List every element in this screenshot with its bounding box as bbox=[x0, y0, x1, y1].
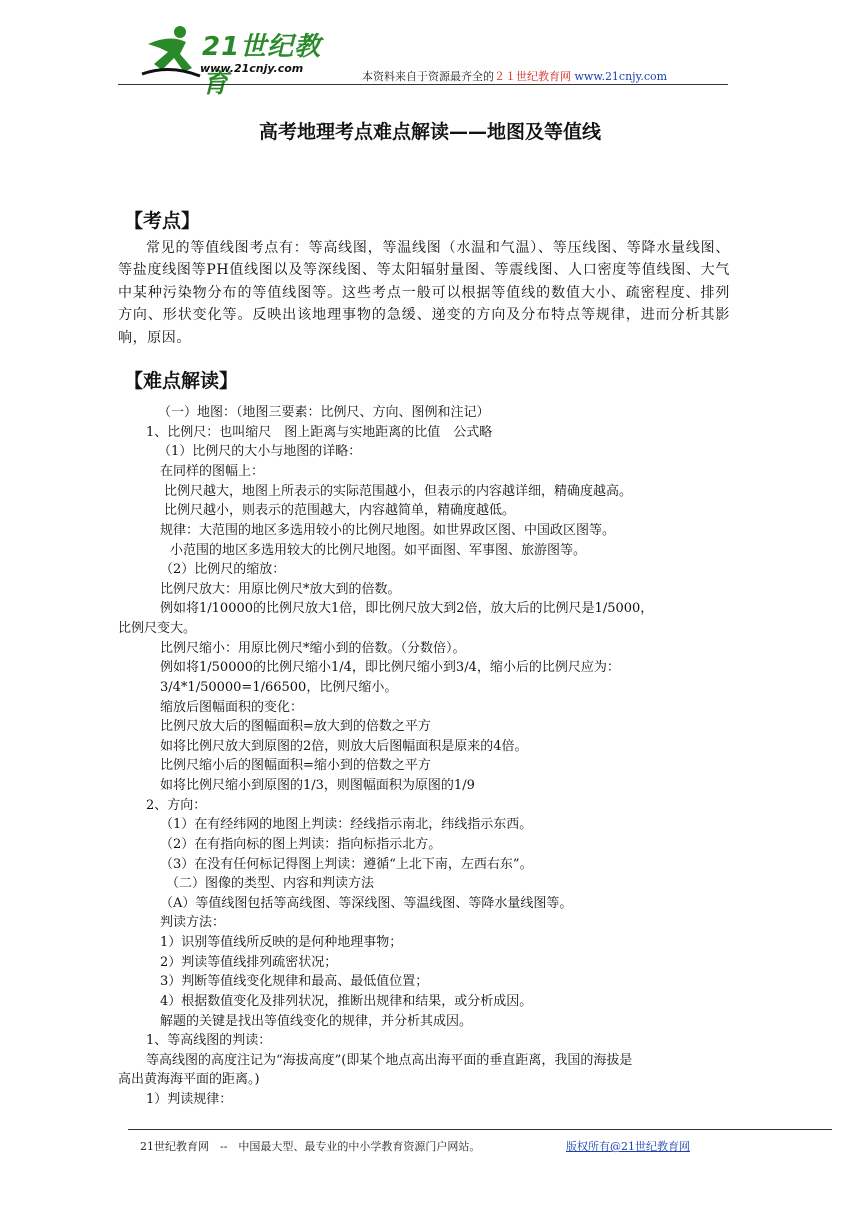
text-line: 判读方法： bbox=[160, 915, 226, 930]
text-line: （一）地图：（地图三要素：比例尺、方向、图例和注记） bbox=[158, 405, 490, 420]
header-divider bbox=[118, 84, 728, 85]
text-line: 2）判读等值线排列疏密状况； bbox=[160, 955, 338, 970]
text-line: （A）等值线图包括等高线图、等深线图、等温线图、等降水量线图等。 bbox=[160, 896, 573, 911]
text-line: 比例尺放大：用原比例尺*放大到的倍数。 bbox=[160, 582, 401, 597]
text-line: 如将比例尺放大到原图的2倍，则放大后图幅面积是原来的4倍。 bbox=[160, 739, 528, 754]
text-line: （二）图像的类型、内容和判读方法 bbox=[166, 876, 375, 891]
text-line: 1）判读规律： bbox=[146, 1092, 233, 1107]
text-line: 比例尺放大后的图幅面积=放大到的倍数之平方 bbox=[160, 719, 431, 734]
text-line: 3）判断等值线变化规律和最高、最低值位置； bbox=[160, 974, 429, 989]
page-header bbox=[0, 0, 860, 99]
logo-url: www.21cnjy.com bbox=[200, 62, 304, 75]
text-line: （2）比例尺的缩放： bbox=[160, 562, 286, 577]
text-line: 1、等高线图的判读： bbox=[146, 1033, 272, 1048]
text-line: （1）在有经纬网的地图上判读：经线指示南北，纬线指示东西。 bbox=[160, 817, 533, 832]
header-note bbox=[362, 68, 667, 84]
text-line: 2、方向： bbox=[146, 798, 207, 813]
text-line: 4）根据数值变化及排列状况，推断出规律和结果，或分析成因。 bbox=[160, 994, 533, 1009]
text-line: 比例尺缩小后的图幅面积=缩小到的倍数之平方 bbox=[160, 758, 431, 773]
text-line: 比例尺变大。 bbox=[118, 621, 197, 636]
site-logo[interactable] bbox=[140, 24, 340, 99]
text-line: 比例尺缩小：用原比例尺*缩小到的倍数。（分数倍）。 bbox=[160, 641, 466, 656]
text-line: 小范围的地区多选用较大的比例尺地图。如平面图、军事图、旅游图等。 bbox=[170, 543, 587, 558]
footer-text: 21世纪教育网 -- 中国最大型、最专业的中小学教育资源门户网站。 bbox=[140, 1140, 481, 1153]
text-line: 高出黄海海平面的距离。) bbox=[118, 1072, 260, 1087]
header-site-url[interactable]: www.21cnjy.com bbox=[574, 70, 668, 83]
text-line: 比例尺越大，地图上所表示的实际范围越小，但表示的内容越详细，精确度越高。 bbox=[164, 484, 633, 499]
header-note-prefix: 本资料来自于资源最齐全的 bbox=[362, 70, 494, 83]
text-line: 规律：大范围的地区多选用较小的比例尺地图。如世界政区图、中国政区图等。 bbox=[160, 523, 616, 538]
text-line: 例如将1/10000的比例尺放大1倍，即比例尺放大到2倍，放大后的比例尺是1/5000， bbox=[160, 601, 654, 616]
text-line: 1）识别等值线所反映的是何种地理事物； bbox=[160, 935, 403, 950]
text-line: 例如将1/50000的比例尺缩小1/4，即比例尺缩小到3/4，缩小后的比例尺应为： bbox=[160, 660, 620, 675]
text-line: （2）在有指向标的图上判读：指向标指示北方。 bbox=[160, 837, 442, 852]
text-line: 解题的关键是找出等值线变化的规律，并分析其成因。 bbox=[160, 1014, 473, 1029]
text-line: 3/4*1/50000=1/66500，比例尺缩小。 bbox=[160, 680, 398, 695]
text-line: 如将比例尺缩小到原图的1/3，则图幅面积为原图的1/9 bbox=[160, 778, 475, 793]
footer-divider bbox=[128, 1129, 832, 1130]
runner-logo-icon bbox=[140, 24, 204, 82]
footer-copyright-link[interactable]: 版权所有@21世纪教育网 bbox=[566, 1140, 690, 1153]
section-heading-kaodian: 【考点】 bbox=[124, 210, 201, 232]
logo-text: 21世纪教育 bbox=[202, 32, 322, 99]
text-line: （1）比例尺的大小与地图的详略： bbox=[158, 444, 362, 459]
text-line: 等高线图的高度注记为“海拔高度”(即某个地点高出海平面的垂直距离，我国的海拔是 bbox=[146, 1053, 633, 1068]
text-line: 1、比例尺：也叫缩尺 图上距离与实地距离的比值 公式略 bbox=[146, 425, 493, 440]
document-title: 高考地理考点难点解读——地图及等值线 bbox=[258, 121, 601, 143]
text-line: 缩放后图幅面积的变化： bbox=[160, 700, 304, 715]
text-line: （3）在没有任何标记得图上判读：遵循“上北下南，左西右东”。 bbox=[160, 857, 533, 872]
section-heading-nandian: 【难点解读】 bbox=[124, 370, 239, 392]
text-line: 在同样的图幅上： bbox=[160, 464, 265, 479]
header-site-name[interactable]: ２１世纪教育网 bbox=[494, 70, 571, 83]
section-paragraph-kaodian: 常见的等值线图考点有：等高线图，等温线图（水温和气温）、等压线图、等降水量线图、等盐度线图等PH值线图以及等深线图、等太阳辐射量图、等震线图、人口密度等值线图、大气中某种污染物分布的等值线图等。这些考点一般可以根据等值线的数值大小、疏密程度、排列方向、形状变化等。反映出该地理事物的急缓、递变的方向及分布特点等规律，进而分析其影响，原因。 bbox=[118, 240, 730, 346]
text-line: 比例尺越小，则表示的范围越大，内容越简单，精确度越低。 bbox=[164, 503, 516, 518]
